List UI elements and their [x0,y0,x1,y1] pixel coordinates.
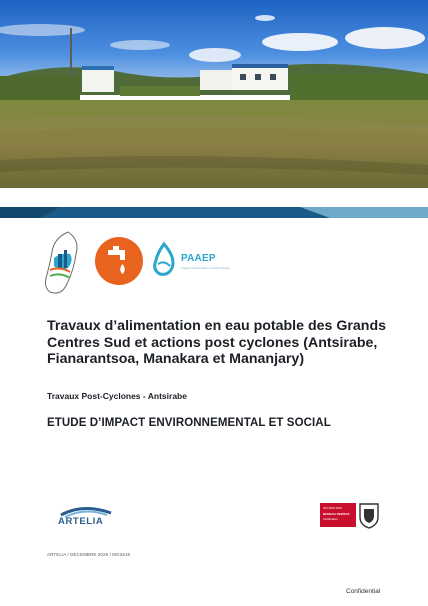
bv-cert-label: Certification [323,517,338,521]
artelia-wordmark: ARTELIA [58,516,104,527]
madagascar-map-logo [40,230,84,298]
bv-name-label: BUREAU VERITAS [323,512,350,516]
study-title: ETUDE D’IMPACT ENVIRONNEMENTAL ET SOCIAL [47,417,331,429]
water-tap-logo [94,236,144,286]
paaep-wordmark: PAAEP [181,253,216,264]
document-subtitle: Travaux Post-Cyclones - Antsirabe [47,391,187,401]
paaep-tagline: Projet d'Alimentation en Eau Potable [181,266,230,270]
cover-photo [0,0,428,188]
document-reference: ARTELIA / DECEMBRE 2025 / MG2518 [47,552,131,557]
bv-iso-label: ISO 9001:2015 [323,506,342,510]
document-title: Travaux d’alimentation en eau potable des Grands Centres Sud et actions post cyclones (Antsirabe, Fianarantsoa, Manakara et Mananjary) [47,318,387,367]
classification-label: Confidential [346,588,381,595]
separator-band [0,207,428,218]
